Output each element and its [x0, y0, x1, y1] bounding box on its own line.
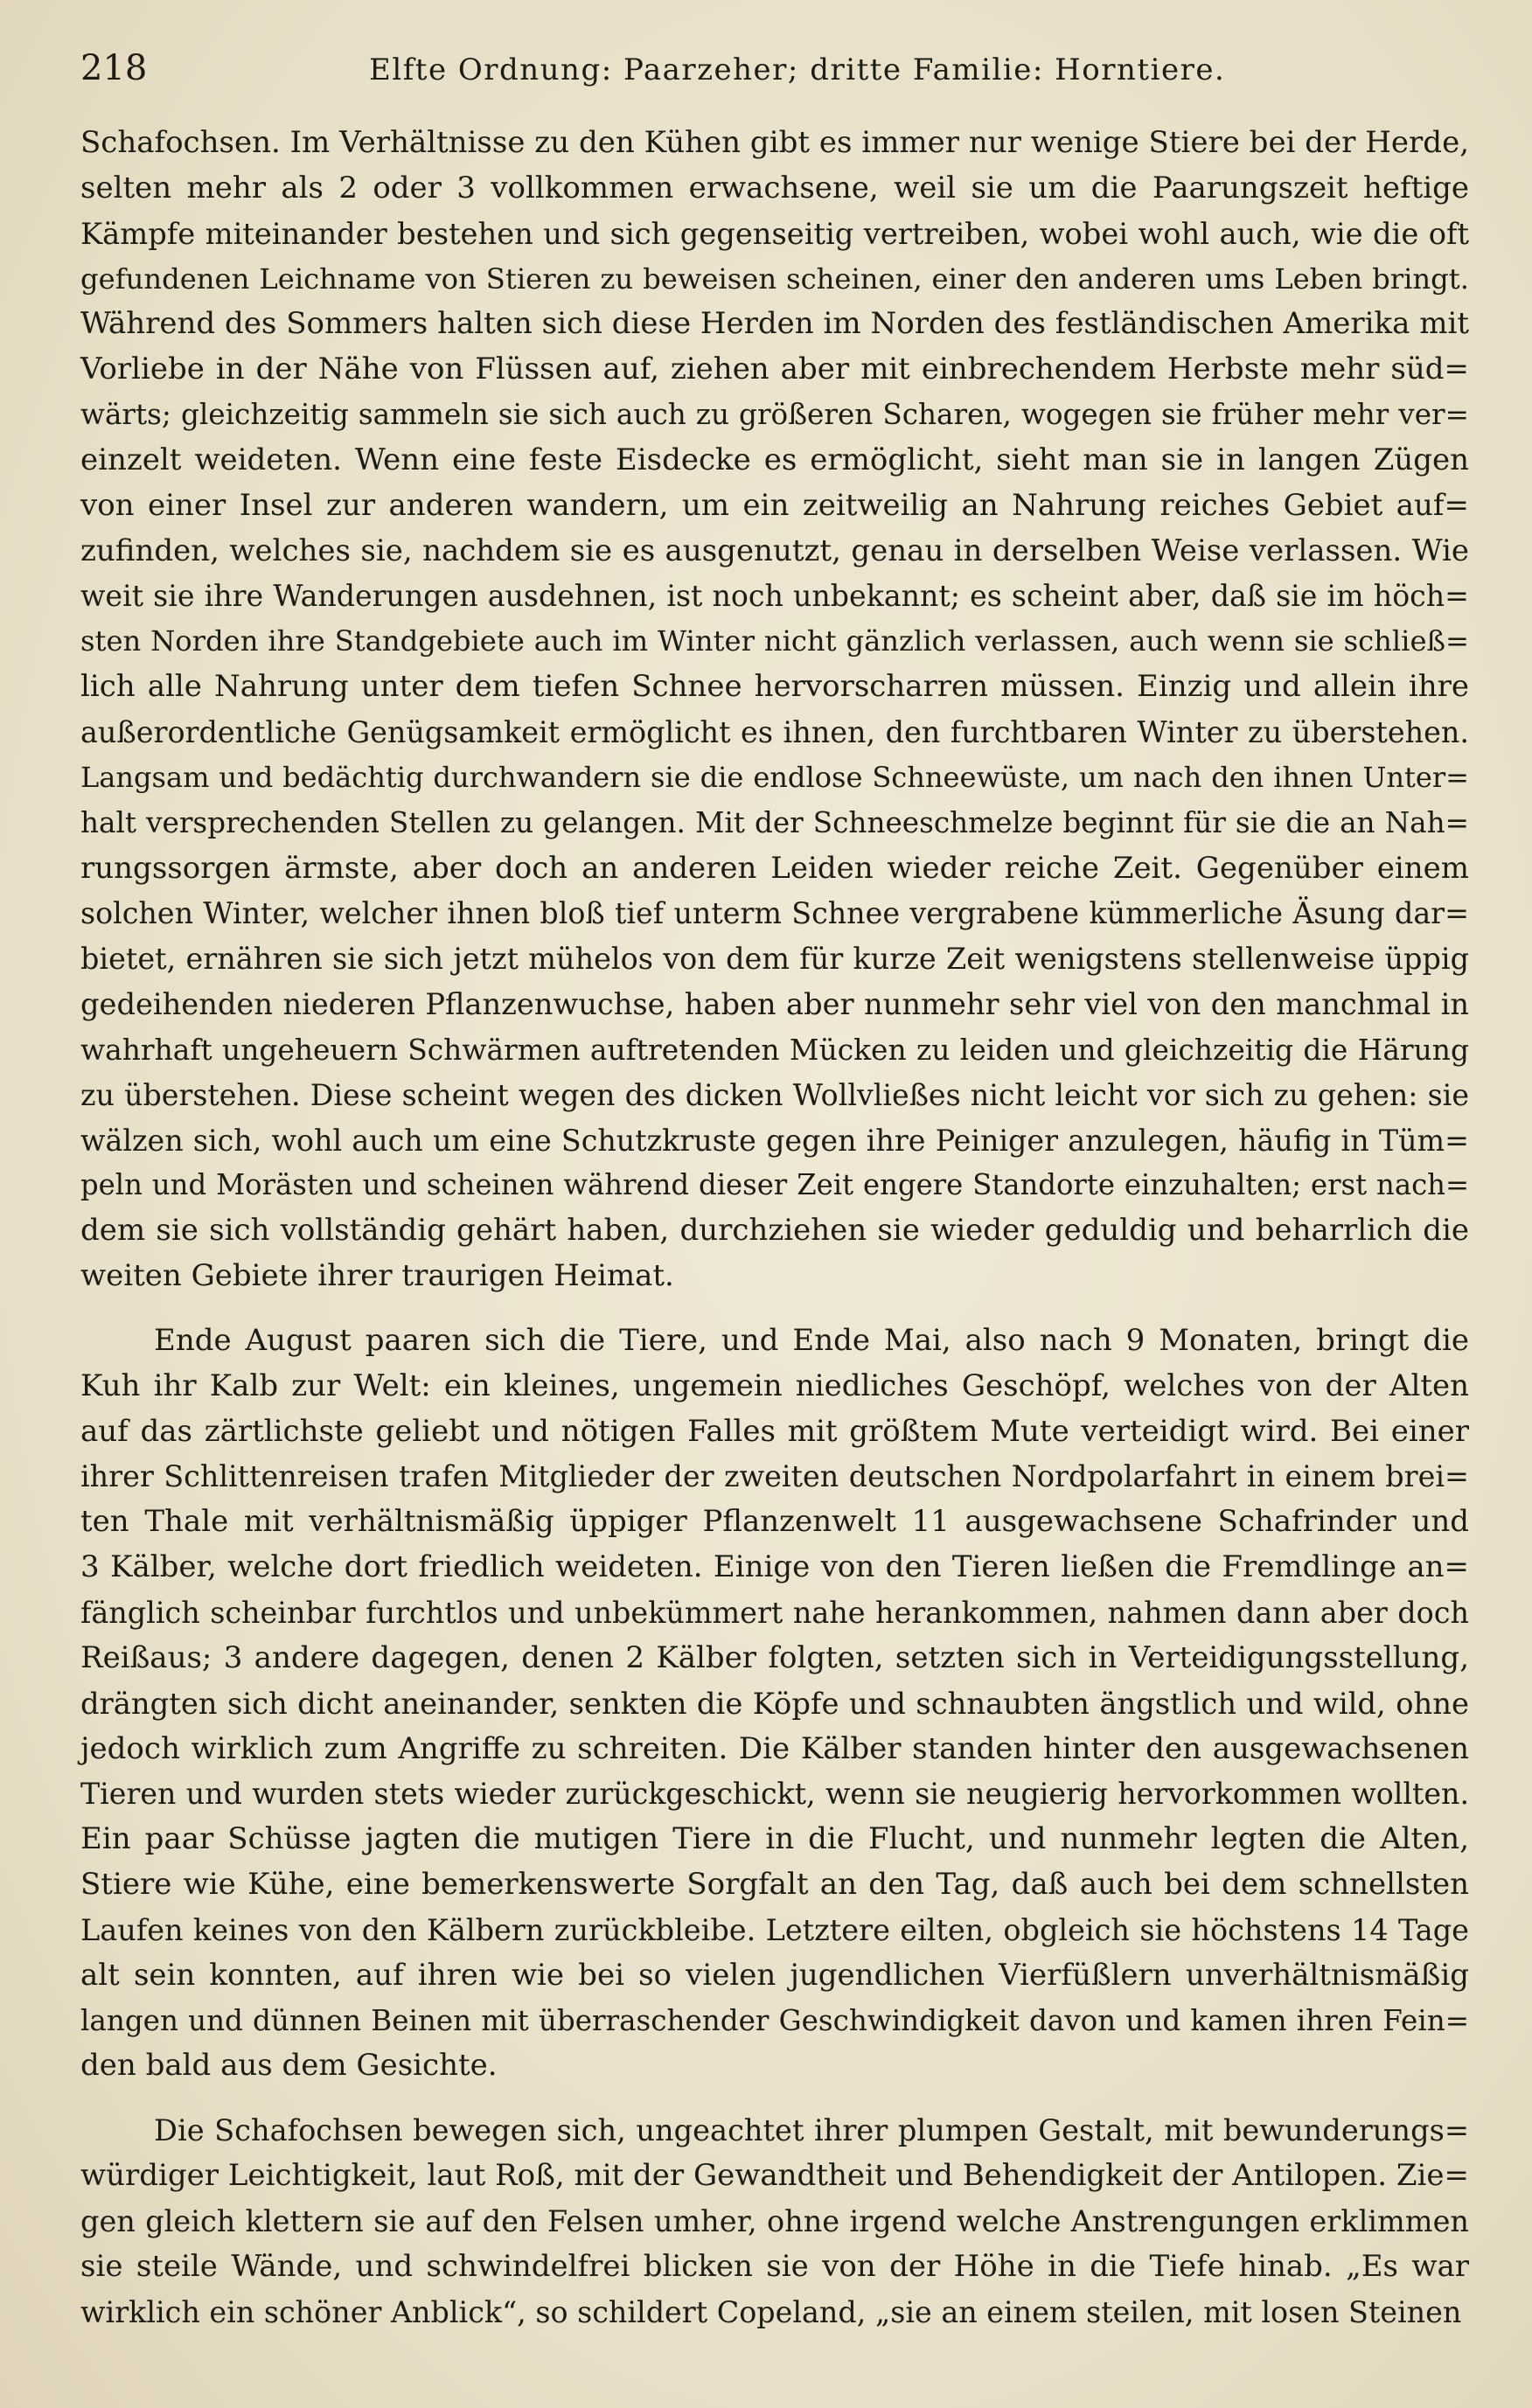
- paragraph: [80, 121, 1469, 1299]
- text-line: weit sie ihre Wanderungen ausdehnen, ist noch unbekannt; es scheint aber, daß sie im höch=: [80, 579, 1469, 614]
- text-line: zufinden, welches sie, nachdem sie es ausgenutzt, genau in derselben Weise verlassen. Wie: [80, 532, 1469, 568]
- text-line: jedoch wirklich zum Angriffe zu schreiten. Die Kälber standen hinter den ausgewachsenen: [80, 1730, 1469, 1766]
- text-line: ihrer Schlittenreisen trafen Mitglieder der zweiten deutschen Nordpolarfahrt in einem brei=: [80, 1459, 1469, 1494]
- text-line: Tieren und wurden stets wieder zurückgeschickt, wenn sie neugierig hervorkommen wollten.: [80, 1777, 1469, 1812]
- text-line: wahrhaft ungeheuern Schwärmen auftretenden Mücken zu leiden und gleichzeitig die Härung: [80, 1032, 1469, 1067]
- text-line: bietet, ernähren sie sich jetzt mühelos von dem für kurze Zeit wenigstens stellenweise üppig: [80, 942, 1469, 977]
- text-line: einzelt weideten. Wenn eine feste Eisdecke es ermöglicht, sieht man sie in langen Zügen: [80, 442, 1469, 477]
- text-line: würdiger Leichtigkeit, laut Roß, mit der Gewandtheit und Behendigkeit der Antilopen. Zie=: [80, 2158, 1469, 2194]
- text-line: Die Schafochsen bewegen sich, ungeachtet ihrer plumpen Gestalt, mit bewunderungs=: [154, 2113, 1469, 2148]
- text-line: Ein paar Schüsse jagten die mutigen Tiere in die Flucht, und nunmehr legten die Alten,: [80, 1821, 1469, 1857]
- body-text: [80, 121, 1469, 2335]
- text-line: Vorliebe in der Nähe von Flüssen auf, ziehen aber mit einbrechendem Herbste mehr süd=: [80, 351, 1469, 387]
- text-line: wärts; gleichzeitig sammeln sie sich auch zu größeren Scharen, wogegen sie früher mehr ver=: [80, 398, 1469, 432]
- text-line: 3 Kälber, welche dort friedlich weideten. Einige von den Tieren ließen die Fremdlinge an=: [80, 1549, 1469, 1585]
- text-line: wälzen sich, wohl auch um eine Schutzkruste gegen ihre Peiniger anzulegen, häufig in Tüm=: [80, 1123, 1469, 1158]
- text-line: fänglich scheinbar furchtlos und unbekümmert nahe herankommen, nahmen dann aber doch: [80, 1596, 1469, 1630]
- text-line: Stiere wie Kühe, eine bemerkenswerte Sorgfalt an den Tag, daß auch bei dem schnellsten: [80, 1867, 1469, 1903]
- paragraph-gap: [80, 2089, 1469, 2108]
- text-line: peln und Morästen und scheinen während dieser Zeit engere Standorte einzuhalten; erst nach=: [80, 1168, 1469, 1202]
- text-line: weiten Gebiete ihrer traurigen Heimat.: [80, 1258, 674, 1294]
- text-line: dem sie sich vollständig gehärt haben, durchziehen sie wieder geduldig und beharrlich die: [80, 1213, 1469, 1249]
- text-line: den bald aus dem Gesichte.: [80, 2048, 498, 2084]
- text-line: halt versprechenden Stellen zu gelangen. Mit der Schneeschmelze beginnt für sie die an Nah=: [80, 805, 1469, 839]
- text-line: ten Thale mit verhältnismäßig üppiger Pflanzenwelt 11 ausgewachsene Schafrinder und: [80, 1504, 1469, 1540]
- text-line: selten mehr als 2 oder 3 vollkommen erwachsene, weil sie um die Paarungszeit heftige: [80, 170, 1469, 205]
- text-line: gen gleich klettern sie auf den Felsen umher, ohne irgend welche Anstrengungen erklimmen: [80, 2203, 1469, 2238]
- running-head: Elfte Ordnung: Paarzeher; dritte Familie: Horntiere.: [369, 52, 1226, 87]
- page-header: [80, 45, 1462, 98]
- text-line: wirklich ein schöner Anblick“, so schildert Copeland, „sie an einem steilen, mit losen Steinen: [80, 2294, 1462, 2329]
- text-line: solchen Winter, welcher ihnen bloß tief unterm Schnee vergrabene kümmerliche Äsung dar=: [80, 896, 1469, 931]
- text-line: Während des Sommers halten sich diese Herden im Norden des festländischen Amerika mit: [80, 306, 1469, 342]
- text-line: lich alle Nahrung unter dem tiefen Schnee hervorscharren müssen. Einzig und allein ihre: [80, 669, 1469, 705]
- page-number: 218: [80, 48, 148, 88]
- text-line: gedeihenden niederen Pflanzenwuchse, haben aber nunmehr sehr viel von den manchmal in: [80, 987, 1469, 1022]
- text-line: drängten sich dicht aneinander, senkten die Köpfe und schnaubten ängstlich und wild, ohne: [80, 1686, 1469, 1721]
- text-line: Schafochsen. Im Verhältnisse zu den Kühen gibt es immer nur wenige Stiere bei der Herde,: [80, 125, 1469, 160]
- text-line: sten Norden ihre Standgebiete auch im Winter nicht gänzlich verlassen, auch wenn sie schließ=: [80, 624, 1469, 658]
- text-line: Ende August paaren sich die Tiere, und Ende Mai, also nach 9 Monaten, bringt die: [154, 1322, 1469, 1358]
- text-line: Laufen keines von den Kälbern zurückbleibe. Letztere eilten, obgleich sie höchstens 14 Tage: [80, 1912, 1469, 1947]
- text-line: Langsam und bedächtig durchwandern sie die endlose Schneewüste, um nach den ihnen Unter=: [80, 760, 1469, 794]
- paragraph: [80, 1319, 1469, 2089]
- paragraph-gap: [80, 1299, 1469, 1319]
- text-line: gefundenen Leichname von Stieren zu beweisen scheinen, einer den anderen ums Leben bringt.: [80, 261, 1469, 296]
- text-line: Reißaus; 3 andere dagegen, denen 2 Kälber folgten, setzten sich in Verteidigungsstellung,: [80, 1639, 1469, 1675]
- text-line: Kuh ihr Kalb zur Welt: ein kleines, ungemein niedliches Geschöpf, welches von der Alten: [80, 1368, 1469, 1403]
- text-line: auf das zärtlichste geliebt und nötigen Falles mit größtem Mute verteidigt wird. Bei einer: [80, 1413, 1469, 1449]
- text-line: rungssorgen ärmste, aber doch an anderen Leiden wieder reiche Zeit. Gegenüber einem: [80, 850, 1469, 886]
- text-line: Kämpfe miteinander bestehen und sich gegenseitig vertreiben, wobei wohl auch, wie die oft: [80, 216, 1469, 251]
- text-line: von einer Insel zur anderen wandern, um ein zeitweilig an Nahrung reiches Gebiet auf=: [80, 487, 1469, 523]
- text-line: langen und dünnen Beinen mit überraschender Geschwindigkeit davon und kamen ihren Fein=: [80, 2003, 1469, 2037]
- text-line: alt sein konnten, auf ihren wie bei so vielen jugendlichen Vierfüßlern unverhältnismäßig: [80, 1957, 1469, 1993]
- text-line: außerordentliche Genügsamkeit ermöglicht es ihnen, den furchtbaren Winter zu überstehen.: [80, 714, 1469, 749]
- text-line: zu überstehen. Diese scheint wegen des dicken Wollvließes nicht leicht vor sich zu gehen: sie: [80, 1077, 1469, 1112]
- text-line: sie steile Wände, und schwindelfrei blicken sie von der Höhe in die Tiefe hinab. „Es war: [80, 2248, 1469, 2284]
- paragraph: [80, 2108, 1469, 2335]
